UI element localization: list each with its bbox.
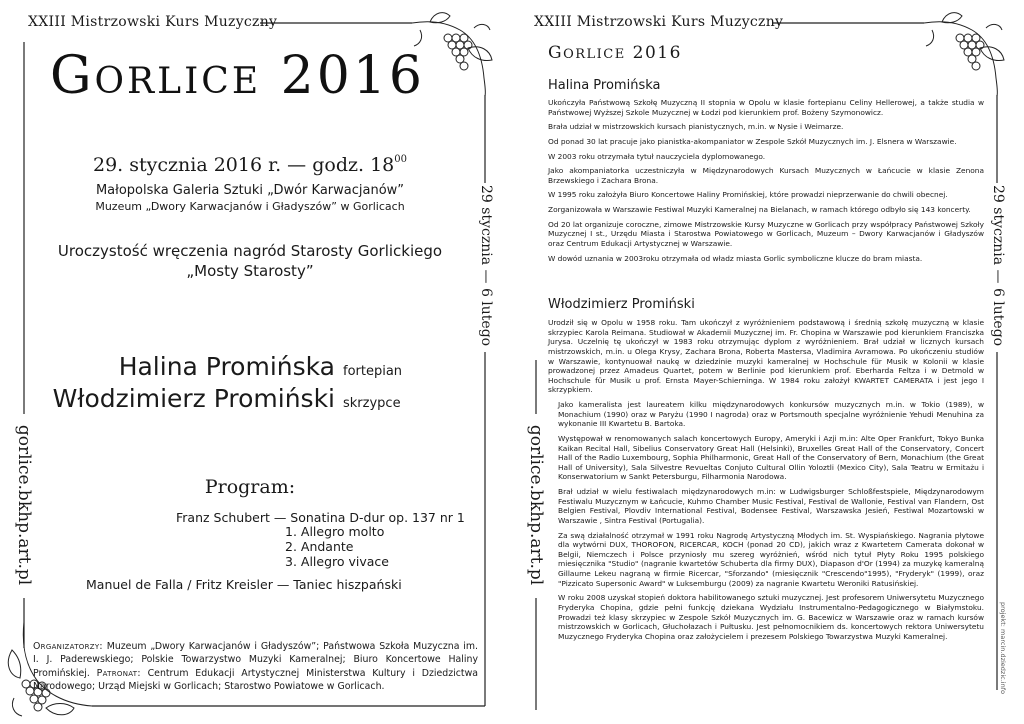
organizers: [33, 640, 478, 693]
bio-paragraph: Brała udział w mistrzowskich kursach pianistycznych, m.in. w Nysie i Weimarze.: [548, 122, 844, 132]
patron-text: Centrum Edukacji Artystycznej Ministerstwa Kultury i Dziedzictwa Narodowego; Urząd Miejski w Gorlicach; Starostwo Powiatowe w Gorlicach.: [33, 667, 478, 693]
title-initial: G: [50, 46, 95, 106]
program-movement: 2. Andante: [285, 539, 354, 554]
performer-instrument: skrzypce: [343, 396, 401, 411]
right-page: [512, 0, 1024, 724]
concert-date: [30, 154, 470, 176]
bio-paragraph: W 1995 roku założyła Biuro Koncertowe Haliny Promińskiej, które prowadzi nieprzerwanie do chwili obecnej.: [548, 190, 948, 200]
bio-paragraph: W dowód uznania w 2003roku otrzymała od władz miasta Gorlic symboliczne klucze do bram miasta.: [548, 253, 923, 263]
bio-paragraph: Brał udział w wielu festiwalach międzynarodowych m.in: w Ludwigsburger Schloßfestspiele, Międzynarodowym Festiwalu Muzycznym w Łańcucie, Kuhmo Chamber Music Festival, Festival de Wallonie, Festival van Flandern, Ost Belgien Festival, Plovdiv International Festival, Bodensee Festival, Warszawska Jesień, Festiwal Mozartowski w Warszawie , Sintra Festival (Portugalia).: [558, 487, 984, 525]
title-year: 2016: [632, 43, 682, 63]
patron-label: Patronat:: [96, 667, 141, 679]
program-heading: Program:: [204, 476, 296, 498]
bio-heading-wlodzimierz: Włodzimierz Promiński: [548, 297, 695, 312]
program-movement: 3. Allegro vivace: [285, 554, 389, 569]
venue-line-2: Muzeum „Dwory Karwacjanów i Gładyszów” w Gorlicach: [95, 200, 405, 213]
vertical-url: gorlice.bkhp.art.pl: [526, 424, 546, 586]
performer-instrument: fortepian: [343, 364, 403, 379]
page-subtitle: [548, 43, 682, 63]
program-piece: Manuel de Falla / Fritz Kreisler — Taniec hiszpański: [86, 577, 402, 592]
vertical-dates: 29 stycznia — 6 lutego: [478, 185, 494, 347]
page-title: [50, 46, 425, 106]
bio-paragraph: Od 20 lat organizuje coroczne, zimowe Mistrzowskie Kursy Muzyczne w Gorlicach przy współpracy Państwowej Szkoły Muzycznej I st., Urzędu Miasta i Starostwa Powiatowego w Gorlicach, Muzeum – Dwory Karwacjanów i Gładyszów oraz Centrum Edukacji Artystycznej w Warszawie.: [548, 219, 984, 248]
time-minutes: 00: [394, 154, 407, 165]
venue-line-1: Małopolska Galeria Sztuki „Dwór Karwacjanów”: [95, 183, 405, 198]
festival-header: XXIII Mistrzowski Kurs Muzyczny: [534, 14, 784, 30]
bio-paragraph: Zorganizowała w Warszawie Festiwal Muzyki Kameralnej na Bielanach, w ramach którego odbyło się 143 koncerty.: [548, 205, 971, 214]
program-piece: Franz Schubert — Sonatina D-dur op. 137 nr 1: [176, 510, 465, 525]
bio-paragraph: Ukończyła Państwową Szkołę Muzyczną II stopnia w Opolu w klasie fortepianu Celiny Hellerowej, a także studia w Państwowej Wyższej Szkole Muzycznej w Łodzi pod kierunkiem prof. Bożeny Szymonowicz.: [548, 98, 984, 117]
title-rest: ORLICE: [563, 47, 626, 62]
organizers-text: Muzeum „Dwory Karwacjanów i Gładyszów”; Państwowa Szkoła Muzyczna im. I. J. Paderewskiego; Polskie Towarzystwo Muzyki Kameralnej; Biuro Koncertowe Haliny Promińskiej.: [33, 641, 478, 679]
design-credit: projekt: marcin.dziedzic.info: [999, 602, 1007, 694]
bio-heading-halina: Halina Promińska: [548, 78, 661, 93]
organizers-label: Organizatorzy:: [33, 641, 103, 652]
festival-header: XXIII Mistrzowski Kurs Muzyczny: [28, 14, 278, 30]
grape-ornament-icon: [922, 8, 1008, 98]
performer-name: Halina Promińska: [118, 352, 335, 381]
bio-paragraph: Jako kameralista jest laureatem kilku międzynarodowych konkursów muzycznych m.in. w Tokio (1989), w Monachium (1990) oraz w Paryżu (1990 I nagroda) oraz w Portsmouth specjalne wyróżnienie Yehudi Menuhina za wykonanie III Kwartetu B. Bartoka.: [558, 400, 984, 429]
bio-wlodzimierz: [548, 318, 984, 646]
vertical-url: gorlice.bkhp.art.pl: [14, 424, 34, 586]
bio-paragraph: Urodził się w Opolu w 1958 roku. Tam ukończył z wyróżnieniem podstawową i średnią szkołę muzyczną w klasie skrzypiec Karola Reimana. Studiował w Akademii Muzycznej im. Fr. Chopina w Warszawie pod kierunkiem Franciszka Jurysa. Uczelnię tę ukończył w 1983 roku otrzymując dyplom z wyróżnieniem. Brał udział w licznych kursach mistrzowskich, m.in. u Olega Krysy, Zachara Brona, Roberta Mastersa, Vladimira Avramowa. Po ukończeniu studiów w Warszawie, kontynuował naukę w dziedzinie muzyki kameralnej w Hochschule für Musik w Kolonii w klasie prowadzonej przez Amadeus Quartet, potem w Berlinie pod kierunkiem prof. Eberharda Feltza i w Detmold w Hochschule für Musik u prof. Ernsta Mayer-Schierninga. W 1984 roku założył KWARTET CAMERATA i jest jego I skrzypkiem.: [548, 318, 984, 395]
date-text: 29. stycznia 2016 r. — godz. 18: [93, 154, 395, 176]
bio-paragraph: Od ponad 30 lat pracuje jako pianistka-akompaniator w Zespole Szkół Muzycznych im. J. Elsnera w Warszawie.: [548, 136, 957, 146]
bio-paragraph: W roku 2008 uzyskał stopień doktora habilitowanego sztuki muzycznej. Jest profesorem Uniwersytetu Muzycznego Fryderyka Chopina, gdzie pełni funkcję dziekana Wydziału Instrumentalno-Pedagogicznego w Białymstoku. Prowadzi też klasy skrzypiec w Zespole Szkół Muzycznych im. G. Bacewicz w Warszawie oraz w ramach kursów mistrzowskich w Gorlicach, Głuchołazach i Pułtusku. Jest pełnomocnikiem ds. koncertowych rektora Uniwersytetu Muzycznego Fryderyka Chopina oraz założycielem i prezesem Polskiego Towarzystwa Muzyki Kameralnej.: [558, 593, 984, 641]
bio-halina: [548, 98, 984, 268]
vertical-dates: 29 stycznia — 6 lutego: [990, 185, 1006, 347]
bio-paragraph: Jako akompaniatorka uczestniczyła w Międzynarodowych Kursach Muzycznych w Łańcucie w klasie Zenona Brzewskiego i Zachara Brona.: [548, 166, 984, 185]
ceremony-line-1: Uroczystość wręczenia nagród Starosty Gorlickiego: [57, 242, 443, 260]
title-initial: G: [548, 43, 564, 63]
title-year: 2016: [280, 46, 425, 106]
bio-paragraph: W 2003 roku otrzymała tytuł nauczyciela dyplomowanego.: [548, 151, 766, 161]
bio-paragraph: Za swą działalność otrzymał w 1991 roku Nagrodę Artystyczną Młodych im. St. Wyspiańskiego. Nagrania płytowe dla wytwórni DUX, THOROFON, RICERCAR, KOCH (ponad 20 CD), jakich wraz z Kwartetem Camerata dokonał w Belgii, Niemczech i Polsce przyniosły mu szereg wyróżnień, wśród nich tytuł Płyty Roku 1995 polskiego miesięcznika "Studio" (nagranie kwartetów Schuberta dla firmy DUX), Diapason d'Or (1994) za muzykę kameralną Gillaume Lekeu nagraną w firmie Ricercar, "Sforzando" (miesięcznik "Crescendo"1995), "Fryderyk" (1999), oraz "Pizzicato Supersonic Award" w Luksemburgu (2009) za nagranie Kwartetu Weroniki Ratusińskiej.: [558, 530, 984, 588]
ceremony-line-2: „Mosty Starosty”: [186, 262, 314, 280]
program-movement: 1. Allegro molto: [285, 524, 385, 539]
performer-name: Włodzimierz Promiński: [52, 384, 335, 413]
title-rest: ORLICE: [94, 61, 262, 102]
bio-paragraph: Występował w renomowanych salach koncertowych Europy, Ameryki i Azji m.in: Alte Oper Frankfurt, Tokyo Bunka Kaikan Recital Hall, Sibelius Conservatory Great Hall (Helsinki), Bruxelles Great Hall of the Conservatory, Concert Hall of the Radio Luxembourg, Sophia Philharmonic, Great Hall of the Conservatory of Bern, Monachium (the Great Hall of University), Sala Silvestre Revueltas Conjuto Cultural Ollin Yoloztli (Mexico City), Sala Teatru w Ermitażu i Konserwatorium w Sankt Petersburgu, Filharmonia Narodowa.: [558, 433, 984, 482]
